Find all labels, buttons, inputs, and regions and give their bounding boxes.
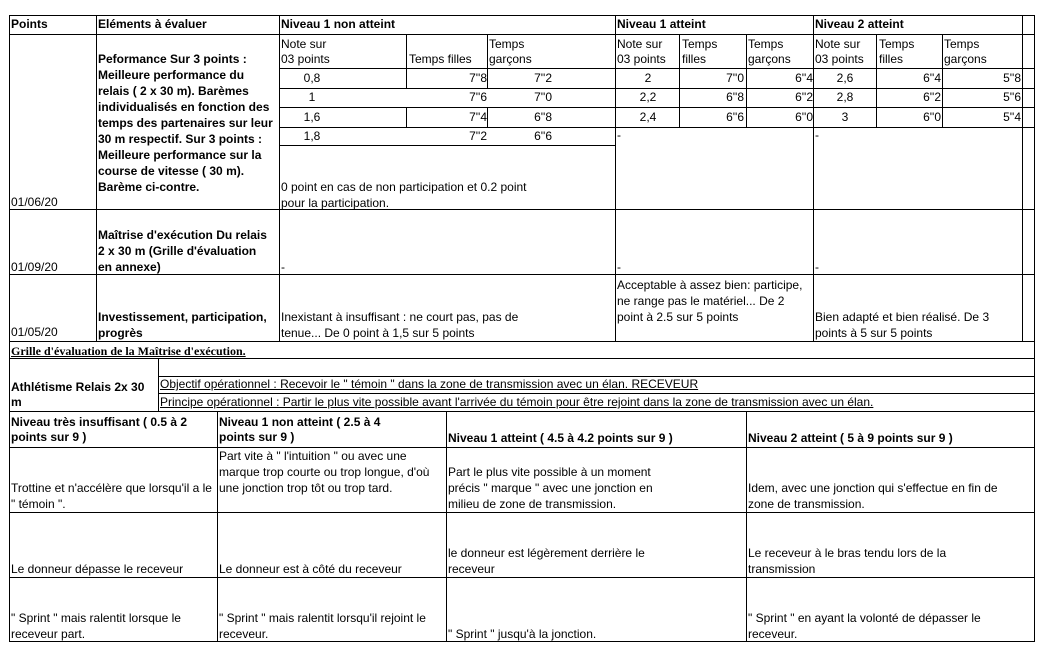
invest-niveau-1-non-atteint: Inexistant à insuffisant : ne court pas, pas de tenue... De 0 point à 1,5 sur 5 points [281, 310, 519, 340]
criterion-cell: Le receveur à le bras tendu lors de la transmission [748, 546, 947, 576]
note-cell: 1,8 [303, 129, 321, 143]
note-cell: 2,8 [836, 90, 854, 104]
temps-filles-cell: 7''2 [469, 129, 487, 143]
temps-filles-cell: 7''4 [469, 110, 487, 124]
dash-cell: - [815, 128, 819, 142]
criterion-cell: le donneur est légèrement derrière le receveur [448, 546, 645, 576]
grid-title: Grille d'évaluation de la Maîtrise d'exécution. [11, 344, 246, 358]
note-cell: 2 [644, 71, 652, 85]
dash-cell: - [815, 260, 819, 274]
temps-garcons-cell: 7''2 [534, 71, 552, 85]
criterion-cell: Trottine et n'accélère que lorsqu'il a le " témoin ". [11, 481, 212, 511]
subheader-temps-filles: Temps filles [879, 37, 915, 66]
note-cell: 2,2 [639, 90, 657, 104]
subheader-temps-garcons: Temps garçons [489, 37, 532, 66]
temps-filles-cell: 6''0 [923, 110, 941, 124]
temps-garcons-cell: 6''4 [795, 71, 813, 85]
note-cell: 1 [308, 90, 316, 104]
invest-niveau-1-atteint: Acceptable à assez bien: participe, ne range pas le matériel... De 2 point à 2.5 sur 5 points [617, 278, 803, 324]
subheader-temps-garcons: Temps garçons [748, 37, 791, 66]
temps-filles-cell: 6''4 [923, 71, 941, 85]
subheader-note: Note sur 03 points [281, 37, 330, 66]
temps-garcons-cell: 7''0 [534, 90, 552, 104]
temps-filles-cell: 6''2 [923, 90, 941, 104]
header-niveau-1-atteint: Niveau 1 atteint [617, 17, 706, 31]
header-elements: Eléments à évaluer [98, 17, 207, 31]
perf-zero-note: 0 point en cas de non participation et 0.2 point pour la participation. [281, 180, 527, 210]
dash-cell: - [617, 260, 621, 274]
criterion-cell: " Sprint " mais ralentit lorsqu'il rejoint le receveur. [219, 611, 426, 641]
criterion-cell: Part le plus vite possible à un moment précis " marque " avec une jonction en milieu de zone de transmission. [448, 465, 653, 511]
note-cell: 1,6 [303, 110, 321, 124]
temps-filles-cell: 7''0 [726, 71, 744, 85]
subheader-note: Note sur 03 points [815, 37, 864, 66]
temps-filles-cell: 7''6 [469, 90, 487, 104]
dash-cell: - [281, 260, 285, 274]
level-header: Niveau très insuffisant ( 0.5 à 2 points sur 9 ) [11, 415, 188, 444]
activity-label: Athlétisme Relais 2x 30 m [11, 380, 145, 409]
invest-description: Investissement, participation, progrès [98, 310, 267, 340]
note-cell: 2,6 [836, 71, 854, 85]
objectif-operationnel: Objectif opérationnel : Recevoir le " témoin " dans la zone de transmission avec un élan. RECEVEUR [160, 377, 699, 391]
note-cell: 2,4 [639, 110, 657, 124]
temps-filles-cell: 7''8 [469, 71, 487, 85]
level-header: Niveau 1 atteint ( 4.5 à 4.2 points sur 9 ) [448, 431, 673, 445]
maitrise-date: 01/09/20 [11, 260, 58, 274]
temps-filles-cell: 6''8 [726, 90, 744, 104]
temps-garcons-cell: 5''6 [1003, 90, 1021, 104]
maitrise-description: Maîtrise d'exécution Du relais 2 x 30 m (Grille d'évaluation en annexe) [98, 228, 267, 274]
subheader-temps-garcons: Temps garçons [944, 37, 987, 66]
level-header: Niveau 2 atteint ( 5 à 9 points sur 9 ) [748, 431, 953, 445]
subheader-temps-filles: Temps filles [409, 52, 472, 66]
criterion-cell: Part vite à " l'intuition " ou avec une marque trop courte ou trop longue, d'où une jonction trop tôt ou trop tard. [219, 449, 430, 495]
header-niveau-2-atteint: Niveau 2 atteint [815, 17, 904, 31]
invest-niveau-2-atteint: Bien adapté et bien réalisé. De 3 points à 5 sur 5 points [815, 310, 990, 340]
invest-date: 01/05/20 [11, 325, 58, 339]
criterion-cell: " Sprint " mais ralentit lorsque le receveur part. [11, 611, 181, 641]
criterion-cell: Le donneur est à côté du receveur [219, 562, 402, 576]
criterion-cell: " Sprint " en ayant la volonté de dépasser le receveur. [748, 611, 981, 641]
header-points: Points [11, 17, 48, 31]
temps-garcons-cell: 6''6 [534, 129, 552, 143]
temps-filles-cell: 6''6 [726, 110, 744, 124]
temps-garcons-cell: 6''0 [795, 110, 813, 124]
criterion-cell: " Sprint " jusqu'à la jonction. [448, 627, 597, 641]
header-niveau-1-non-atteint: Niveau 1 non atteint [281, 17, 396, 31]
subheader-temps-filles: Temps filles [682, 37, 718, 66]
criterion-cell: Le donneur dépasse le receveur [11, 562, 184, 576]
perf-date: 01/06/20 [11, 195, 58, 209]
temps-garcons-cell: 6''2 [795, 90, 813, 104]
temps-garcons-cell: 6''8 [534, 110, 552, 124]
principe-operationnel: Principe opérationnel : Partir le plus vite possible avant l'arrivée du témoin pour être rejoint dans la zone de transmission avec un élan. [160, 395, 874, 409]
subheader-note: Note sur 03 points [617, 37, 666, 66]
perf-description: Peformance Sur 3 points : Meilleure performance du relais ( 2 x 30 m). Barèmes individualisés en fonction des temps des partenaires sur leur 30 m respectif. Sur 3 points : Meilleure performance sur la course de vitesse ( 30 m). Barème ci-contre. [98, 52, 273, 194]
note-cell: 0,8 [303, 71, 321, 85]
note-cell: 3 [841, 110, 849, 124]
dash-cell: - [617, 128, 621, 142]
temps-garcons-cell: 5''8 [1003, 71, 1021, 85]
criterion-cell: Idem, avec une jonction qui s'effectue en fin de zone de transmission. [748, 481, 998, 511]
temps-garcons-cell: 5''4 [1003, 110, 1021, 124]
level-header: Niveau 1 non atteint ( 2.5 à 4 points sur 9 ) [219, 415, 381, 444]
